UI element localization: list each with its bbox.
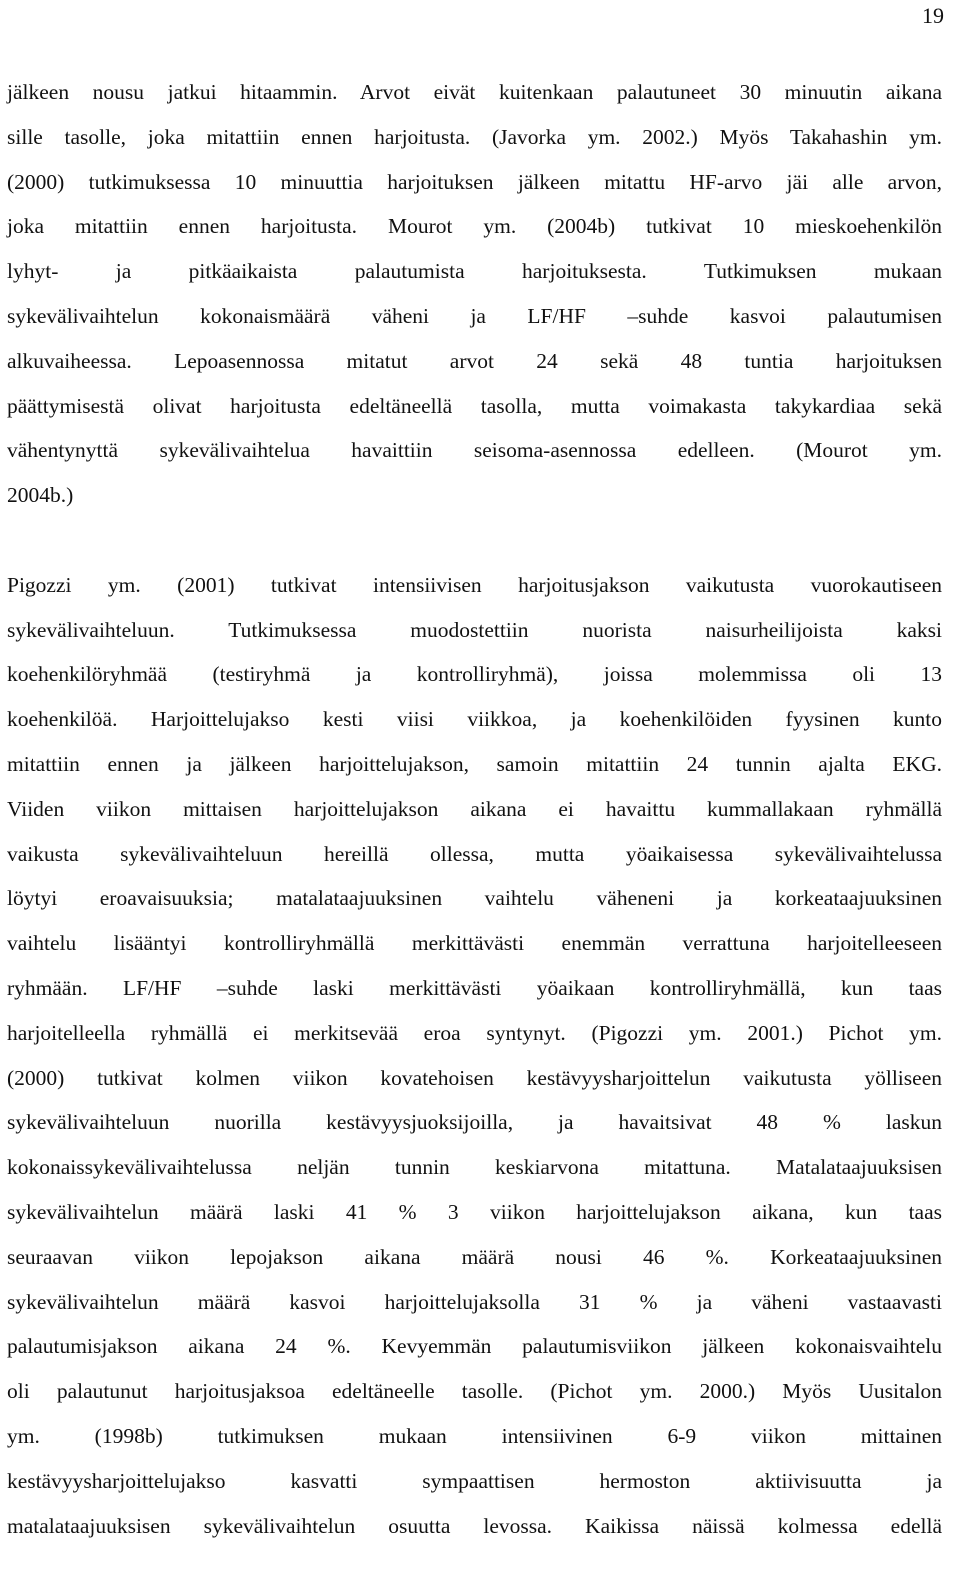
text-line: vaikusta sykevälivaihteluun hereillä ollessa, mutta yöaikaisessa sykevälivaihtelussa xyxy=(7,841,942,866)
text-line: sykevälivaihtelun määrä kasvoi harjoittelujaksolla 31 % ja väheni vastaavasti xyxy=(7,1289,942,1314)
text-line: kokonaissykevälivaihtelussa neljän tunnin keskiarvona mitattuna. Matalataajuuksisen xyxy=(7,1155,942,1180)
text-line: löytyi eroavaisuuksia; matalataajuuksinen vaihtelu väheneni ja korkeataajuuksinen xyxy=(7,886,942,911)
text-line: mitattiin ennen ja jälkeen harjoittelujakson, samoin mitattiin 24 tunnin ajalta EKG. xyxy=(7,751,942,776)
text-line: sykevälivaihtelun kokonaismäärä väheni ja LF/HF –suhde kasvoi palautumisen xyxy=(7,303,942,328)
paragraph xyxy=(7,70,942,518)
text-line: vaihtelu lisääntyi kontrolliryhmällä merkittävästi enemmän verrattuna harjoitelleeseen xyxy=(7,931,942,956)
text-line: jälkeen nousu jatkui hitaammin. Arvot eivät kuitenkaan palautuneet 30 minuutin aikana xyxy=(7,80,942,104)
text-line: alkuvaiheessa. Lepoasennossa mitatut arvot 24 sekä 48 tuntia harjoituksen xyxy=(7,348,942,373)
page-number: 19 xyxy=(922,3,944,28)
text-line: joka mitattiin ennen harjoitusta. Mourot ym. (2004b) tutkivat 10 mieskoehenkilön xyxy=(7,214,942,239)
text-line: sykevälivaihteluun. Tutkimuksessa muodostettiin nuorista naisurheilijoista kaksi xyxy=(7,617,942,642)
paragraph xyxy=(7,563,942,1549)
text-line: ryhmään. LF/HF –suhde laski merkittävästi yöaikaan kontrolliryhmällä, kun taas xyxy=(7,975,942,1000)
text-line: matalataajuuksisen sykevälivaihtelun osuutta levossa. Kaikissa näissä kolmessa edellä xyxy=(7,1513,942,1538)
text-line: lyhyt- ja pitkäaikaista palautumista harjoituksesta. Tutkimuksen mukaan xyxy=(7,259,942,284)
text-line: palautumisjakson aikana 24 %. Kevyemmän palautumisviikon jälkeen kokonaisvaihtelu xyxy=(7,1334,942,1359)
paragraph-gap xyxy=(7,518,942,563)
text-line: sille tasolle, joka mitattiin ennen harjoitusta. (Javorka ym. 2002.) Myös Takahashin ym. xyxy=(7,124,942,149)
text-line: Pigozzi ym. (2001) tutkivat intensiivisen harjoitusjakson vaikutusta vuorokautiseen xyxy=(7,572,942,597)
document-body xyxy=(7,70,942,1548)
text-line: sykevälivaihteluun nuorilla kestävyysjuoksijoilla, ja havaitsivat 48 % laskun xyxy=(7,1110,942,1135)
text-line: sykevälivaihtelun määrä laski 41 % 3 viikon harjoittelujakson aikana, kun taas xyxy=(7,1199,942,1224)
text-line: 2004b.) xyxy=(7,483,74,508)
text-line: (2000) tutkimuksessa 10 minuuttia harjoituksen jälkeen mitattu HF-arvo jäi alle arvon, xyxy=(7,169,942,194)
text-line: Viiden viikon mittaisen harjoittelujakson aikana ei havaittu kummallakaan ryhmällä xyxy=(7,796,942,821)
text-line: koehenkilöryhmää (testiryhmä ja kontrolliryhmä), joissa molemmissa oli 13 xyxy=(7,662,942,687)
text-line: koehenkilöä. Harjoittelujakso kesti viisi viikkoa, ja koehenkilöiden fyysinen kunto xyxy=(7,707,942,732)
text-line: kestävyysharjoittelujakso kasvatti sympaattisen hermoston aktiivisuutta ja xyxy=(7,1468,942,1493)
text-line: harjoitelleella ryhmällä ei merkitsevää eroa syntynyt. (Pigozzi ym. 2001.) Pichot ym. xyxy=(7,1020,942,1045)
text-line: (2000) tutkivat kolmen viikon kovatehoisen kestävyysharjoittelun vaikutusta yölliseen xyxy=(7,1065,942,1090)
text-line: oli palautunut harjoitusjaksoa edeltäneelle tasolle. (Pichot ym. 2000.) Myös Uusitalon xyxy=(7,1379,942,1404)
text-line: seuraavan viikon lepojakson aikana määrä nousi 46 %. Korkeataajuuksinen xyxy=(7,1244,942,1269)
text-line: ym. (1998b) tutkimuksen mukaan intensiivinen 6-9 viikon mittainen xyxy=(7,1423,942,1448)
text-line: päättymisestä olivat harjoitusta edeltäneellä tasolla, mutta voimakasta takykardiaa sekä xyxy=(7,393,942,418)
text-line: vähentynyttä sykevälivaihtelua havaittiin seisoma-asennossa edelleen. (Mourot ym. xyxy=(7,438,942,463)
